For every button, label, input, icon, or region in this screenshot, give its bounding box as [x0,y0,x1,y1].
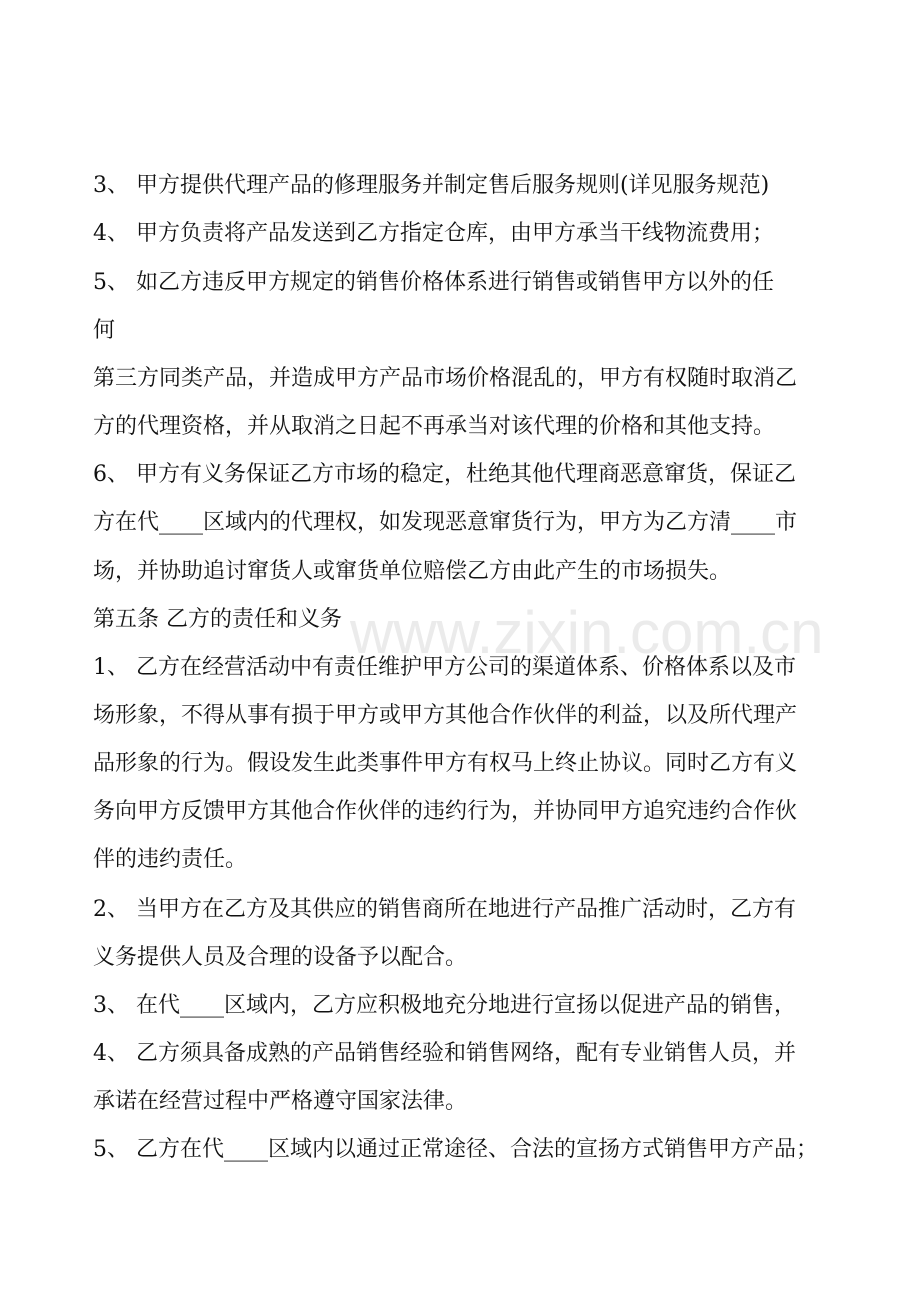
paragraph-line: 伴的违约责任。 [93,847,248,872]
paragraph-line: 方在代____区域内的代理权，如发现恶意窜货行为，甲方为乙方清____市 [93,510,798,535]
paragraph-line: 1、 乙方在经营活动中有责任维护甲方公司的渠道体系、价格体系以及市 [93,655,796,680]
paragraph-line: 4、 乙方须具备成熟的产品销售经验和销售网络，配有专业销售人员，并 [93,1041,796,1066]
paragraph-line: 4、 甲方负责将产品发送到乙方指定仓库，由甲方承当干线物流费用； [93,221,774,246]
paragraph-line: 何 [93,318,116,343]
section-heading: 第五条 乙方的责任和义务 [93,607,342,632]
paragraph-line: 方的代理资格，并从取消之日起不再承当对该代理的价格和其他支持。 [93,414,776,439]
watermark: www.zixin.com.cn [350,599,824,666]
paragraph-line: 2、 当甲方在乙方及其供应的销售商所在地进行产品推广活动时，乙方有 [93,897,796,922]
paragraph-line: 承诺在经营过程中严格遵守国家法律。 [93,1089,468,1114]
paragraph-line: 义务提供人员及合理的设备予以配合。 [93,945,468,970]
paragraph-line: 务向甲方反馈甲方其他合作伙伴的违约行为，并协同甲方追究违约合作伙 [93,799,798,824]
paragraph-line: 品形象的行为。假设发生此类事件甲方有权马上终止协议。同时乙方有义 [93,751,798,776]
paragraph-line: 场，并协助追讨窜货人或窜货单位赔偿乙方由此产生的市场损失。 [93,559,732,584]
paragraph-line: 6、 甲方有义务保证乙方市场的稳定，杜绝其他代理商恶意窜货，保证乙 [93,462,796,487]
paragraph-line: 3、 甲方提供代理产品的修理服务并制定售后服务规则(详见服务规范) [93,173,770,198]
paragraph-line: 场形象，不得从事有损于甲方或甲方其他合作伙伴的利益，以及所代理产 [93,703,798,728]
paragraph-line: 5、 如乙方违反甲方规定的销售价格体系进行销售或销售甲方以外的任 [93,270,774,295]
paragraph-line: 5、 乙方在代____区域内以通过正常途径、合法的宣扬方式销售甲方产品； [93,1137,818,1162]
paragraph-line: 第三方同类产品，并造成甲方产品市场价格混乱的，甲方有权随时取消乙 [93,366,798,391]
paragraph-line: 3、 在代____区域内，乙方应积极地充分地进行宣扬以促进产品的销售， [93,993,796,1018]
